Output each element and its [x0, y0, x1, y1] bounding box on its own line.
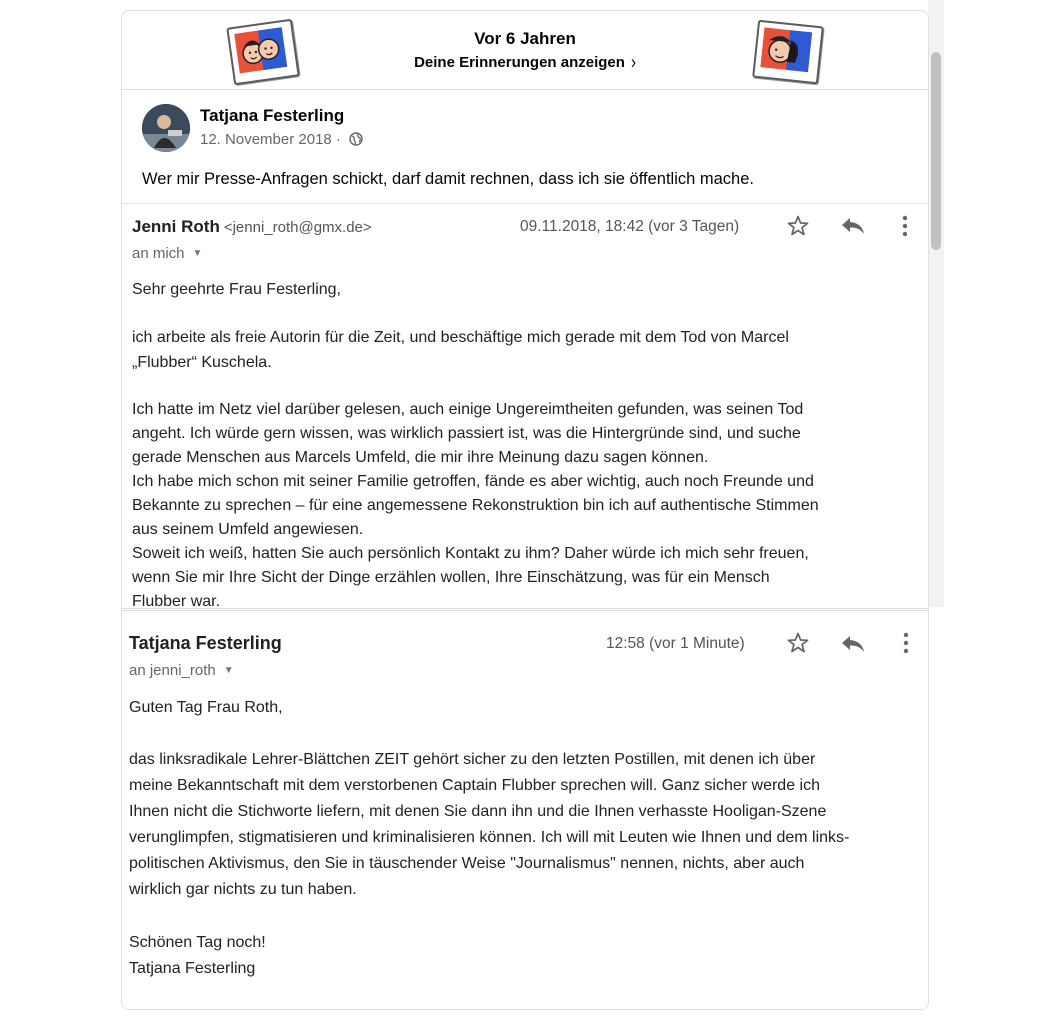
- post-meta-separator: ·: [335, 131, 341, 148]
- email-body-line: Tatjana Festerling: [129, 960, 256, 977]
- post-meta: [200, 131, 363, 150]
- email-body-line: ich arbeite als freie Autorin für die Zeit, und beschäftige mich gerade mit dem Tod von Marcel: [132, 329, 789, 346]
- email-body-line: Sehr geehrte Frau Festerling,: [132, 281, 341, 298]
- email-body-line: Ich hatte im Netz viel darüber gelesen, auch einige Ungereimtheiten gefunden, was seinen Tod: [132, 401, 804, 418]
- email-body-line: gerade Menschen aus Marcels Umfeld, die mir ihre Meinung dazu sagen können.: [132, 449, 709, 466]
- email-sender: [132, 217, 372, 237]
- reply-icon[interactable]: [840, 633, 866, 660]
- email-date: 09.11.2018, 18:42 (vor 3 Tagen): [520, 218, 740, 235]
- email-sender-name: Jenni Roth: [132, 217, 220, 236]
- star-icon[interactable]: [786, 214, 810, 243]
- email-sender-address: <jenni_roth@gmx.de>: [223, 219, 372, 236]
- memories-title: Vor 6 Jahren: [474, 29, 576, 48]
- email-recipient[interactable]: [132, 245, 202, 262]
- email-body-line: das linksradikale Lehrer-Blättchen ZEIT gehört sicher zu den letzten Postillen, mit denen ich über: [129, 751, 816, 768]
- memories-illustration-right-icon: [752, 20, 824, 85]
- email-body-line: Ihnen nicht die Stichworte liefern, mit denen Sie dann ihn und die Ihnen verhasste Hooligan-Szene: [129, 803, 827, 820]
- post-date[interactable]: 12. November 2018: [200, 131, 332, 148]
- page-scrollbar-thumb[interactable]: [931, 52, 941, 250]
- memory-card: [121, 10, 929, 1010]
- author-avatar[interactable]: [142, 104, 190, 152]
- post-text: Wer mir Presse-Anfragen schickt, darf damit rechnen, dass ich sie öffentlich mache.: [142, 170, 754, 188]
- more-vertical-icon[interactable]: [902, 632, 910, 659]
- post-author-name[interactable]: Tatjana Festerling: [200, 106, 345, 125]
- email-body-line: politischen Aktivismus, den Sie in täuschender Weise "Journalismus" nennen, nichts, aber auch: [129, 855, 805, 872]
- email-body-line: meine Bekanntschaft mit dem verstorbenen Captain Flubber sprechen will. Ganz sicher werde ich: [129, 777, 820, 794]
- email-screenshot-1: [122, 203, 928, 609]
- email-body-line: wenn Sie mir Ihre Sicht der Dinge erzählen wollen, Ihre Einschätzung, was für ein Mensch: [132, 569, 770, 586]
- email-body-line: wirklich gar nichts zu tun haben.: [129, 881, 357, 898]
- chevron-down-icon: ▼: [223, 665, 234, 676]
- email-body-line: verunglimpfen, stigmatisieren und kriminalisieren können. Ich will mit Leuten wie Ihnen und dem links-: [129, 829, 850, 846]
- email-recipient-label: an mich: [132, 245, 185, 262]
- email-screenshot-2: [122, 610, 928, 1010]
- chevron-down-icon: ▼: [192, 248, 203, 259]
- email-sender-name: Tatjana Festerling: [129, 633, 282, 653]
- email-body-line: „Flubber“ Kuschela.: [132, 354, 272, 371]
- star-icon[interactable]: [786, 631, 810, 660]
- email-body-line: Soweit ich weiß, hatten Sie auch persönlich Kontakt zu ihm? Daher würde ich mich sehr freuen,: [132, 545, 809, 562]
- globe-icon: [349, 132, 363, 150]
- email-body-line: angeht. Ich würde gern wissen, was wirklich passiert ist, was die Hintergründe sind, und suche: [132, 425, 801, 442]
- reply-icon[interactable]: [840, 215, 866, 242]
- email-recipient-label: an jenni_roth: [129, 662, 216, 679]
- email-body-line: aus seinem Umfeld angewiesen.: [132, 521, 364, 538]
- show-memories-label: Deine Erinnerungen anzeigen: [414, 54, 625, 71]
- memories-header: [122, 11, 928, 90]
- email-date: 12:58 (vor 1 Minute): [606, 635, 745, 652]
- chevron-right-icon: ›: [630, 51, 636, 74]
- email-body-line: Schönen Tag noch!: [129, 934, 266, 951]
- email-body-line: Bekannte zu sprechen – für eine angemessene Rekonstruktion bin ich auf authentische Stimmen: [132, 497, 819, 514]
- more-vertical-icon[interactable]: [901, 215, 909, 242]
- email-body-line: Ich habe mich schon mit seiner Familie getroffen, fände es aber wichtig, auch noch Freunde und: [132, 473, 814, 490]
- email-recipient[interactable]: [129, 662, 234, 679]
- email-body-line: Guten Tag Frau Roth,: [129, 699, 283, 716]
- email-body-line: Flubber war.: [132, 593, 221, 610]
